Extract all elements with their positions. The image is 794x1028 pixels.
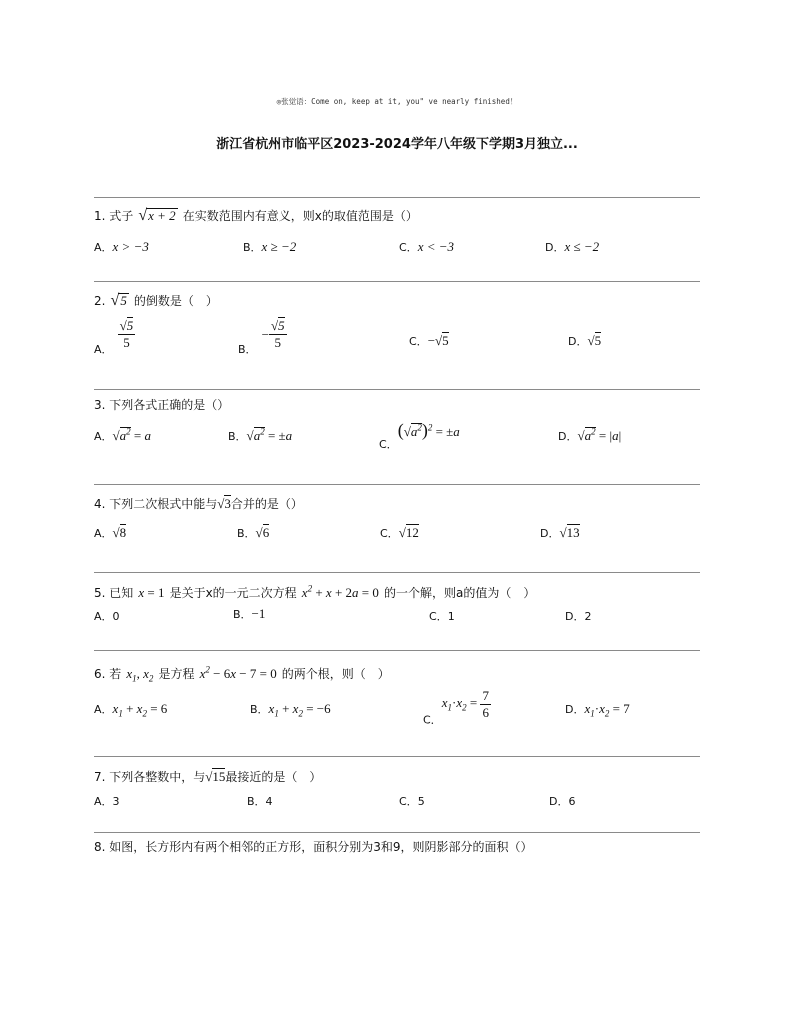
question-3-option-a[interactable]: A．$√a^2 = a$ (94, 426, 152, 443)
question-4-option-c[interactable]: C．√12 (380, 525, 419, 540)
question-4-stem: 4. 下列二次根式中能与√3合并的是（） (94, 496, 303, 511)
question-7-stem: 7. 下列各整数中，与√15最接近的是（ ） (94, 769, 322, 784)
question-8-stem: 8. 如图，长方形内有两个相邻的正方形，面积分别为3和9，则阴影部分的面积（） (94, 840, 533, 854)
question-2-option-b[interactable]: $_{B.}$ − $\frac{√5}{5}$ (238, 318, 285, 356)
divider (94, 756, 700, 757)
question-5-option-a[interactable]: A．0 (94, 610, 120, 623)
question-5-option-b[interactable]: B．−1 (233, 606, 266, 621)
question-3-option-c[interactable]: $_{C.}(√a^2)^2 = \pm a$ (379, 420, 460, 451)
divider (94, 650, 700, 651)
question-6-option-b[interactable]: B．$x_1 + x_2 = -6$ (250, 701, 331, 719)
question-2-option-d[interactable]: D．√5 (568, 333, 602, 348)
question-2-option-c[interactable]: C．−√5 (409, 333, 449, 348)
question-6-option-a[interactable]: A．$x_1 + x_2 = 6$ (94, 701, 168, 719)
question-3-option-b[interactable]: B．$√a^2 = \pm a$ (228, 426, 293, 443)
question-7-option-a[interactable]: A．3 (94, 795, 120, 808)
question-7-option-d[interactable]: D．6 (549, 795, 576, 808)
question-1-option-b[interactable]: B．x ≥ −2 (243, 239, 297, 254)
divider (94, 832, 700, 833)
question-4-option-b[interactable]: B．√6 (237, 525, 270, 540)
question-1-option-d[interactable]: D．x ≤ −2 (545, 239, 600, 254)
page-title: 浙江省杭州市临平区2023-2024学年八年级下学期3月独立... (216, 137, 578, 152)
divider (94, 572, 700, 573)
question-1-option-c[interactable]: C．x < −3 (399, 239, 455, 254)
question-6-option-d[interactable]: D．$x_1\cdot x_2 = 7$ (565, 701, 630, 719)
question-3-stem: 3. 下列各式正确的是（） (94, 398, 230, 412)
question-4-option-a[interactable]: A．√8 (94, 525, 127, 540)
question-2-stem: 2. √5 的倒数是（ ） (94, 292, 218, 309)
divider (94, 389, 700, 390)
question-2-option-a[interactable]: $_{A.}$ $\frac{√5}{5}$ (94, 318, 134, 356)
divider (94, 281, 700, 282)
question-1-option-a[interactable]: A．x > −3 (94, 239, 149, 254)
question-7-option-c[interactable]: C．5 (399, 795, 425, 808)
question-3-option-d[interactable]: D．$√a^2 = |a|$ (558, 426, 622, 443)
divider (94, 197, 700, 198)
question-6-stem: 6. 若 $x_1$, $x_2$ 是方程 $x^2 - 6x - 7 = 0$ 的两个根，则（ ） (94, 664, 390, 684)
header-motto: ◎张觉语：Come on, keep at it, you" ve nearly finished！ (276, 97, 518, 106)
question-6-option-c[interactable]: $_{C.}x_1\cdot x_2$ = $\frac{7}{6}$ (423, 688, 489, 727)
question-7-option-b[interactable]: B．4 (247, 795, 273, 808)
divider (94, 484, 700, 485)
question-5-stem: 5. 已知 x = 1 是关于x的一元二次方程 $x^2 + x + 2a = 0$ 的一个解，则a的值为（ ） (94, 583, 536, 600)
question-5-option-d[interactable]: D．2 (565, 610, 592, 623)
question-5-option-c[interactable]: C．1 (429, 610, 455, 623)
question-4-option-d[interactable]: D．√13 (540, 525, 580, 540)
question-1-stem-expr: √x + 2 (138, 207, 176, 224)
question-1-stem: 1. 式子 √x + 2 在实数范围内有意义，则x的取值范围是（） (94, 207, 418, 224)
